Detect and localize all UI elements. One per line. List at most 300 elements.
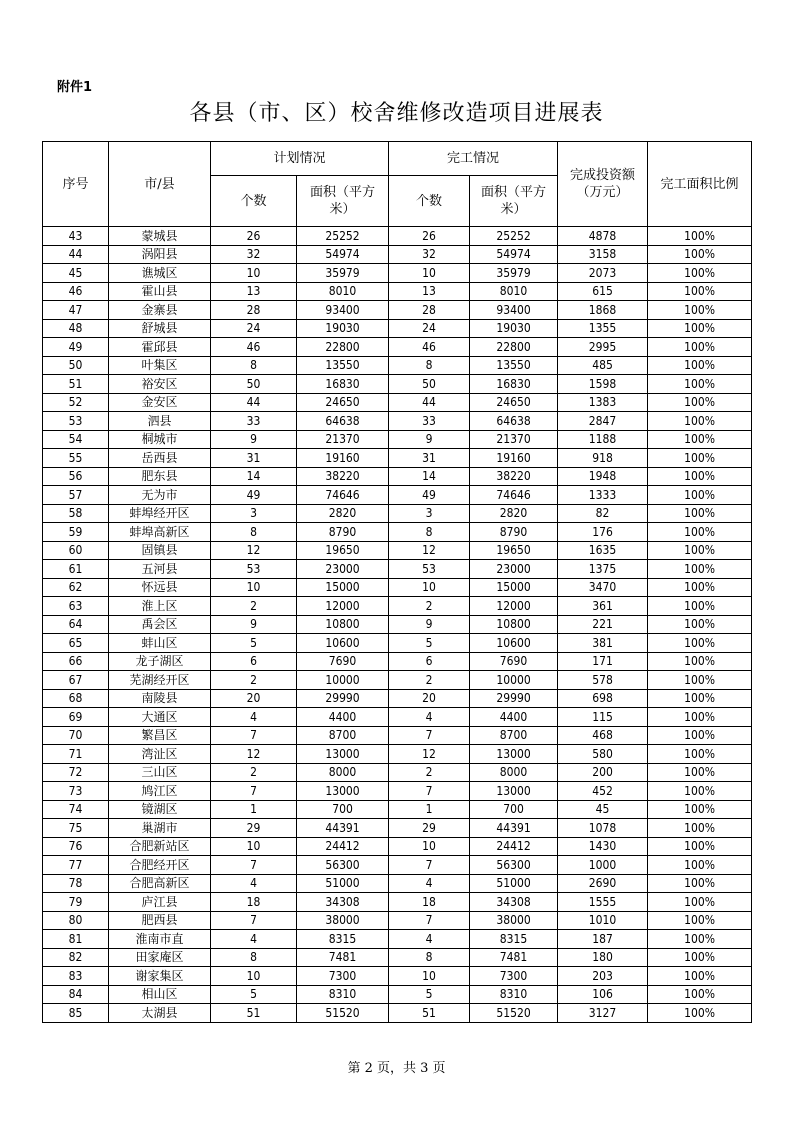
- cell-done-area: 2820: [470, 504, 558, 523]
- cell-done-count: 8: [389, 948, 470, 967]
- cell-investment: 2995: [558, 338, 648, 357]
- cell-plan-area: 19030: [297, 319, 389, 338]
- cell-plan-area: 8000: [297, 763, 389, 782]
- cell-plan-area: 10600: [297, 634, 389, 653]
- cell-done-count: 2: [389, 763, 470, 782]
- table-row: [43, 800, 752, 819]
- table-row: [43, 634, 752, 653]
- cell-investment: 171: [558, 652, 648, 671]
- cell-done-area: 8790: [470, 523, 558, 542]
- cell-ratio: 100%: [648, 837, 752, 856]
- cell-plan-count: 7: [211, 911, 297, 930]
- cell-ratio: 100%: [648, 412, 752, 431]
- cell-plan-area: 8315: [297, 930, 389, 949]
- page-title: 各县（市、区）校舍维修改造项目进展表: [189, 101, 604, 126]
- cell-plan-count: 8: [211, 356, 297, 375]
- cell-ratio: 100%: [648, 319, 752, 338]
- table-row: [43, 375, 752, 394]
- cell-investment: 918: [558, 449, 648, 468]
- header-seq: 序号: [43, 142, 109, 227]
- cell-plan-area: 15000: [297, 578, 389, 597]
- cell-done-count: 4: [389, 708, 470, 727]
- cell-done-area: 19650: [470, 541, 558, 560]
- cell-done-area: 29990: [470, 689, 558, 708]
- cell-done-area: 74646: [470, 486, 558, 505]
- cell-plan-count: 12: [211, 745, 297, 764]
- cell-seq: 47: [43, 301, 109, 320]
- table-row: [43, 911, 752, 930]
- cell-plan-area: 10000: [297, 671, 389, 690]
- table-row: [43, 930, 752, 949]
- table-row: [43, 560, 752, 579]
- cell-done-count: 13: [389, 282, 470, 301]
- cell-county: 繁昌区: [109, 726, 211, 745]
- cell-county: 固镇县: [109, 541, 211, 560]
- table-row: [43, 356, 752, 375]
- cell-plan-count: 10: [211, 264, 297, 283]
- cell-investment: 1333: [558, 486, 648, 505]
- cell-done-area: 13550: [470, 356, 558, 375]
- cell-done-count: 10: [389, 578, 470, 597]
- cell-ratio: 100%: [648, 948, 752, 967]
- cell-ratio: 100%: [648, 726, 752, 745]
- cell-done-count: 10: [389, 967, 470, 986]
- cell-investment: 1188: [558, 430, 648, 449]
- cell-seq: 58: [43, 504, 109, 523]
- cell-seq: 72: [43, 763, 109, 782]
- cell-done-area: 8000: [470, 763, 558, 782]
- cell-plan-count: 29: [211, 819, 297, 838]
- cell-done-area: 25252: [470, 227, 558, 246]
- cell-county: 芜湖经开区: [109, 671, 211, 690]
- cell-done-count: 32: [389, 245, 470, 264]
- cell-plan-count: 1: [211, 800, 297, 819]
- header-plan-area: [297, 176, 389, 227]
- cell-seq: 68: [43, 689, 109, 708]
- cell-plan-area: 35979: [297, 264, 389, 283]
- cell-plan-area: 13000: [297, 782, 389, 801]
- header-done-area: [470, 176, 558, 227]
- cell-ratio: 100%: [648, 615, 752, 634]
- cell-plan-count: 7: [211, 856, 297, 875]
- cell-plan-count: 4: [211, 708, 297, 727]
- table-row: [43, 948, 752, 967]
- cell-plan-count: 46: [211, 338, 297, 357]
- table-row: [43, 615, 752, 634]
- cell-investment: 3158: [558, 245, 648, 264]
- cell-investment: 1635: [558, 541, 648, 560]
- cell-county: 合肥高新区: [109, 874, 211, 893]
- cell-plan-area: 38000: [297, 911, 389, 930]
- cell-investment: 452: [558, 782, 648, 801]
- cell-investment: 615: [558, 282, 648, 301]
- cell-plan-count: 44: [211, 393, 297, 412]
- cell-county: 霍邱县: [109, 338, 211, 357]
- cell-ratio: 100%: [648, 874, 752, 893]
- cell-ratio: 100%: [648, 652, 752, 671]
- cell-seq: 55: [43, 449, 109, 468]
- cell-seq: 83: [43, 967, 109, 986]
- cell-county: 岳西县: [109, 449, 211, 468]
- cell-plan-area: 10800: [297, 615, 389, 634]
- cell-done-count: 31: [389, 449, 470, 468]
- cell-ratio: 100%: [648, 856, 752, 875]
- cell-plan-area: 34308: [297, 893, 389, 912]
- cell-ratio: 100%: [648, 985, 752, 1004]
- cell-ratio: 100%: [648, 486, 752, 505]
- cell-investment: 1355: [558, 319, 648, 338]
- cell-county: 太湖县: [109, 1004, 211, 1023]
- cell-done-count: 53: [389, 560, 470, 579]
- cell-done-count: 7: [389, 726, 470, 745]
- table-row: [43, 504, 752, 523]
- cell-seq: 51: [43, 375, 109, 394]
- cell-done-area: 24412: [470, 837, 558, 856]
- cell-investment: 4878: [558, 227, 648, 246]
- cell-plan-count: 50: [211, 375, 297, 394]
- cell-ratio: 100%: [648, 1004, 752, 1023]
- cell-investment: 3127: [558, 1004, 648, 1023]
- cell-done-area: 93400: [470, 301, 558, 320]
- cell-done-area: 38220: [470, 467, 558, 486]
- cell-seq: 45: [43, 264, 109, 283]
- cell-plan-area: 16830: [297, 375, 389, 394]
- cell-county: 金安区: [109, 393, 211, 412]
- cell-seq: 69: [43, 708, 109, 727]
- cell-investment: 485: [558, 356, 648, 375]
- cell-ratio: 100%: [648, 245, 752, 264]
- table-row: [43, 301, 752, 320]
- cell-seq: 48: [43, 319, 109, 338]
- cell-done-area: 38000: [470, 911, 558, 930]
- cell-county: 蚌埠高新区: [109, 523, 211, 542]
- header-investment: [558, 142, 648, 227]
- cell-investment: 1555: [558, 893, 648, 912]
- cell-plan-count: 33: [211, 412, 297, 431]
- cell-done-count: 1: [389, 800, 470, 819]
- cell-investment: 187: [558, 930, 648, 949]
- cell-ratio: 100%: [648, 541, 752, 560]
- cell-investment: 1430: [558, 837, 648, 856]
- cell-ratio: 100%: [648, 523, 752, 542]
- cell-seq: 61: [43, 560, 109, 579]
- cell-investment: 221: [558, 615, 648, 634]
- cell-done-count: 44: [389, 393, 470, 412]
- table-row: [43, 393, 752, 412]
- cell-county: 肥西县: [109, 911, 211, 930]
- cell-investment: 1868: [558, 301, 648, 320]
- cell-done-count: 50: [389, 375, 470, 394]
- cell-investment: 180: [558, 948, 648, 967]
- table-row: [43, 578, 752, 597]
- cell-done-count: 7: [389, 782, 470, 801]
- cell-seq: 52: [43, 393, 109, 412]
- table-row: [43, 245, 752, 264]
- table-row: [43, 819, 752, 838]
- cell-ratio: 100%: [648, 819, 752, 838]
- cell-plan-count: 10: [211, 967, 297, 986]
- cell-plan-area: 22800: [297, 338, 389, 357]
- cell-plan-count: 18: [211, 893, 297, 912]
- cell-plan-count: 5: [211, 634, 297, 653]
- cell-done-area: 7481: [470, 948, 558, 967]
- cell-seq: 77: [43, 856, 109, 875]
- cell-investment: 580: [558, 745, 648, 764]
- header-county: 市/县: [109, 142, 211, 227]
- cell-plan-area: 2820: [297, 504, 389, 523]
- cell-done-area: 13000: [470, 745, 558, 764]
- cell-seq: 82: [43, 948, 109, 967]
- cell-plan-count: 6: [211, 652, 297, 671]
- cell-seq: 59: [43, 523, 109, 542]
- cell-done-count: 6: [389, 652, 470, 671]
- cell-seq: 57: [43, 486, 109, 505]
- cell-plan-count: 51: [211, 1004, 297, 1023]
- table-row: [43, 763, 752, 782]
- cell-done-area: 24650: [470, 393, 558, 412]
- cell-done-count: 10: [389, 264, 470, 283]
- table-row: [43, 671, 752, 690]
- cell-ratio: 100%: [648, 264, 752, 283]
- cell-done-count: 49: [389, 486, 470, 505]
- cell-investment: 1010: [558, 911, 648, 930]
- cell-county: 合肥经开区: [109, 856, 211, 875]
- cell-done-count: 46: [389, 338, 470, 357]
- cell-seq: 78: [43, 874, 109, 893]
- cell-county: 舒城县: [109, 319, 211, 338]
- cell-done-area: 44391: [470, 819, 558, 838]
- cell-ratio: 100%: [648, 689, 752, 708]
- cell-plan-area: 19160: [297, 449, 389, 468]
- cell-plan-count: 2: [211, 597, 297, 616]
- cell-plan-area: 7300: [297, 967, 389, 986]
- cell-seq: 65: [43, 634, 109, 653]
- cell-county: 禹会区: [109, 615, 211, 634]
- cell-done-count: 9: [389, 430, 470, 449]
- cell-plan-area: 8700: [297, 726, 389, 745]
- cell-plan-count: 8: [211, 948, 297, 967]
- cell-plan-area: 74646: [297, 486, 389, 505]
- cell-done-area: 10600: [470, 634, 558, 653]
- cell-plan-count: 32: [211, 245, 297, 264]
- cell-plan-area: 8310: [297, 985, 389, 1004]
- header-plan-count: 个数: [211, 176, 297, 227]
- table-body: [43, 227, 752, 1023]
- cell-investment: 45: [558, 800, 648, 819]
- table-row: [43, 967, 752, 986]
- table-row: [43, 319, 752, 338]
- cell-investment: 203: [558, 967, 648, 986]
- cell-seq: 43: [43, 227, 109, 246]
- cell-investment: 200: [558, 763, 648, 782]
- cell-done-count: 7: [389, 856, 470, 875]
- table-row: [43, 597, 752, 616]
- cell-seq: 54: [43, 430, 109, 449]
- cell-done-area: 22800: [470, 338, 558, 357]
- cell-county: 桐城市: [109, 430, 211, 449]
- cell-seq: 66: [43, 652, 109, 671]
- cell-seq: 85: [43, 1004, 109, 1023]
- cell-plan-area: 54974: [297, 245, 389, 264]
- table-row: [43, 856, 752, 875]
- cell-county: 裕安区: [109, 375, 211, 394]
- cell-county: 金寨县: [109, 301, 211, 320]
- cell-county: 蚌山区: [109, 634, 211, 653]
- cell-plan-area: 24650: [297, 393, 389, 412]
- cell-seq: 46: [43, 282, 109, 301]
- cell-plan-area: 4400: [297, 708, 389, 727]
- cell-ratio: 100%: [648, 708, 752, 727]
- cell-plan-area: 51000: [297, 874, 389, 893]
- cell-ratio: 100%: [648, 745, 752, 764]
- cell-ratio: 100%: [648, 893, 752, 912]
- cell-plan-area: 12000: [297, 597, 389, 616]
- cell-plan-count: 10: [211, 578, 297, 597]
- cell-done-area: 16830: [470, 375, 558, 394]
- cell-county: 南陵县: [109, 689, 211, 708]
- cell-plan-count: 31: [211, 449, 297, 468]
- table-row: [43, 893, 752, 912]
- cell-seq: 63: [43, 597, 109, 616]
- cell-done-count: 7: [389, 911, 470, 930]
- cell-plan-count: 8: [211, 523, 297, 542]
- cell-investment: 2690: [558, 874, 648, 893]
- cell-done-count: 3: [389, 504, 470, 523]
- cell-ratio: 100%: [648, 301, 752, 320]
- cell-plan-count: 4: [211, 874, 297, 893]
- cell-done-area: 15000: [470, 578, 558, 597]
- cell-done-area: 19160: [470, 449, 558, 468]
- cell-done-area: 34308: [470, 893, 558, 912]
- cell-county: 龙子湖区: [109, 652, 211, 671]
- cell-county: 谢家集区: [109, 967, 211, 986]
- cell-ratio: 100%: [648, 597, 752, 616]
- table-row: [43, 412, 752, 431]
- cell-ratio: 100%: [648, 782, 752, 801]
- cell-plan-count: 14: [211, 467, 297, 486]
- cell-done-count: 12: [389, 745, 470, 764]
- cell-done-count: 4: [389, 930, 470, 949]
- table-row: [43, 689, 752, 708]
- cell-ratio: 100%: [648, 449, 752, 468]
- table-row: [43, 1004, 752, 1023]
- cell-ratio: 100%: [648, 282, 752, 301]
- cell-investment: 1383: [558, 393, 648, 412]
- cell-investment: 578: [558, 671, 648, 690]
- cell-investment: 3470: [558, 578, 648, 597]
- cell-county: 镜湖区: [109, 800, 211, 819]
- table-row: [43, 708, 752, 727]
- table-row: [43, 449, 752, 468]
- cell-county: 巢湖市: [109, 819, 211, 838]
- cell-ratio: 100%: [648, 375, 752, 394]
- header-investment-text: 完成投资额（万元）: [570, 168, 636, 200]
- cell-done-area: 13000: [470, 782, 558, 801]
- table-row: [43, 726, 752, 745]
- cell-done-count: 51: [389, 1004, 470, 1023]
- cell-plan-count: 7: [211, 782, 297, 801]
- cell-done-count: 24: [389, 319, 470, 338]
- cell-done-count: 10: [389, 837, 470, 856]
- table-row: [43, 541, 752, 560]
- cell-ratio: 100%: [648, 763, 752, 782]
- cell-done-area: 21370: [470, 430, 558, 449]
- cell-done-area: 8315: [470, 930, 558, 949]
- cell-plan-area: 25252: [297, 227, 389, 246]
- cell-county: 庐江县: [109, 893, 211, 912]
- cell-seq: 79: [43, 893, 109, 912]
- cell-done-count: 12: [389, 541, 470, 560]
- cell-done-area: 8310: [470, 985, 558, 1004]
- table-row: [43, 874, 752, 893]
- cell-county: 叶集区: [109, 356, 211, 375]
- cell-done-count: 29: [389, 819, 470, 838]
- cell-investment: 115: [558, 708, 648, 727]
- cell-county: 大通区: [109, 708, 211, 727]
- cell-seq: 80: [43, 911, 109, 930]
- table-row: [43, 985, 752, 1004]
- cell-county: 田家庵区: [109, 948, 211, 967]
- cell-ratio: 100%: [648, 634, 752, 653]
- cell-done-count: 28: [389, 301, 470, 320]
- cell-plan-area: 29990: [297, 689, 389, 708]
- cell-plan-count: 7: [211, 726, 297, 745]
- cell-investment: 1375: [558, 560, 648, 579]
- cell-county: 蚌埠经开区: [109, 504, 211, 523]
- cell-ratio: 100%: [648, 800, 752, 819]
- cell-county: 湾沚区: [109, 745, 211, 764]
- attachment-label: 附件1: [57, 80, 93, 95]
- cell-done-count: 18: [389, 893, 470, 912]
- table-row: [43, 467, 752, 486]
- table-row: [43, 837, 752, 856]
- cell-investment: 82: [558, 504, 648, 523]
- cell-done-area: 56300: [470, 856, 558, 875]
- cell-ratio: 100%: [648, 671, 752, 690]
- cell-done-area: 54974: [470, 245, 558, 264]
- cell-plan-area: 93400: [297, 301, 389, 320]
- cell-county: 蒙城县: [109, 227, 211, 246]
- cell-done-area: 4400: [470, 708, 558, 727]
- table-row: [43, 782, 752, 801]
- cell-plan-area: 7481: [297, 948, 389, 967]
- cell-seq: 76: [43, 837, 109, 856]
- cell-plan-area: 23000: [297, 560, 389, 579]
- cell-done-area: 10000: [470, 671, 558, 690]
- cell-ratio: 100%: [648, 578, 752, 597]
- cell-done-count: 8: [389, 523, 470, 542]
- cell-ratio: 100%: [648, 393, 752, 412]
- cell-county: 淮上区: [109, 597, 211, 616]
- cell-plan-count: 12: [211, 541, 297, 560]
- header-done-count: 个数: [389, 176, 470, 227]
- cell-county: 鸠江区: [109, 782, 211, 801]
- cell-investment: 1000: [558, 856, 648, 875]
- cell-done-area: 8700: [470, 726, 558, 745]
- cell-investment: 468: [558, 726, 648, 745]
- cell-investment: 2073: [558, 264, 648, 283]
- cell-seq: 67: [43, 671, 109, 690]
- cell-plan-count: 2: [211, 671, 297, 690]
- page-footer: 第 2 页，共 3 页: [347, 1061, 446, 1076]
- table-row: [43, 486, 752, 505]
- cell-seq: 73: [43, 782, 109, 801]
- cell-plan-area: 21370: [297, 430, 389, 449]
- cell-seq: 60: [43, 541, 109, 560]
- cell-investment: 1948: [558, 467, 648, 486]
- cell-plan-count: 53: [211, 560, 297, 579]
- cell-ratio: 100%: [648, 338, 752, 357]
